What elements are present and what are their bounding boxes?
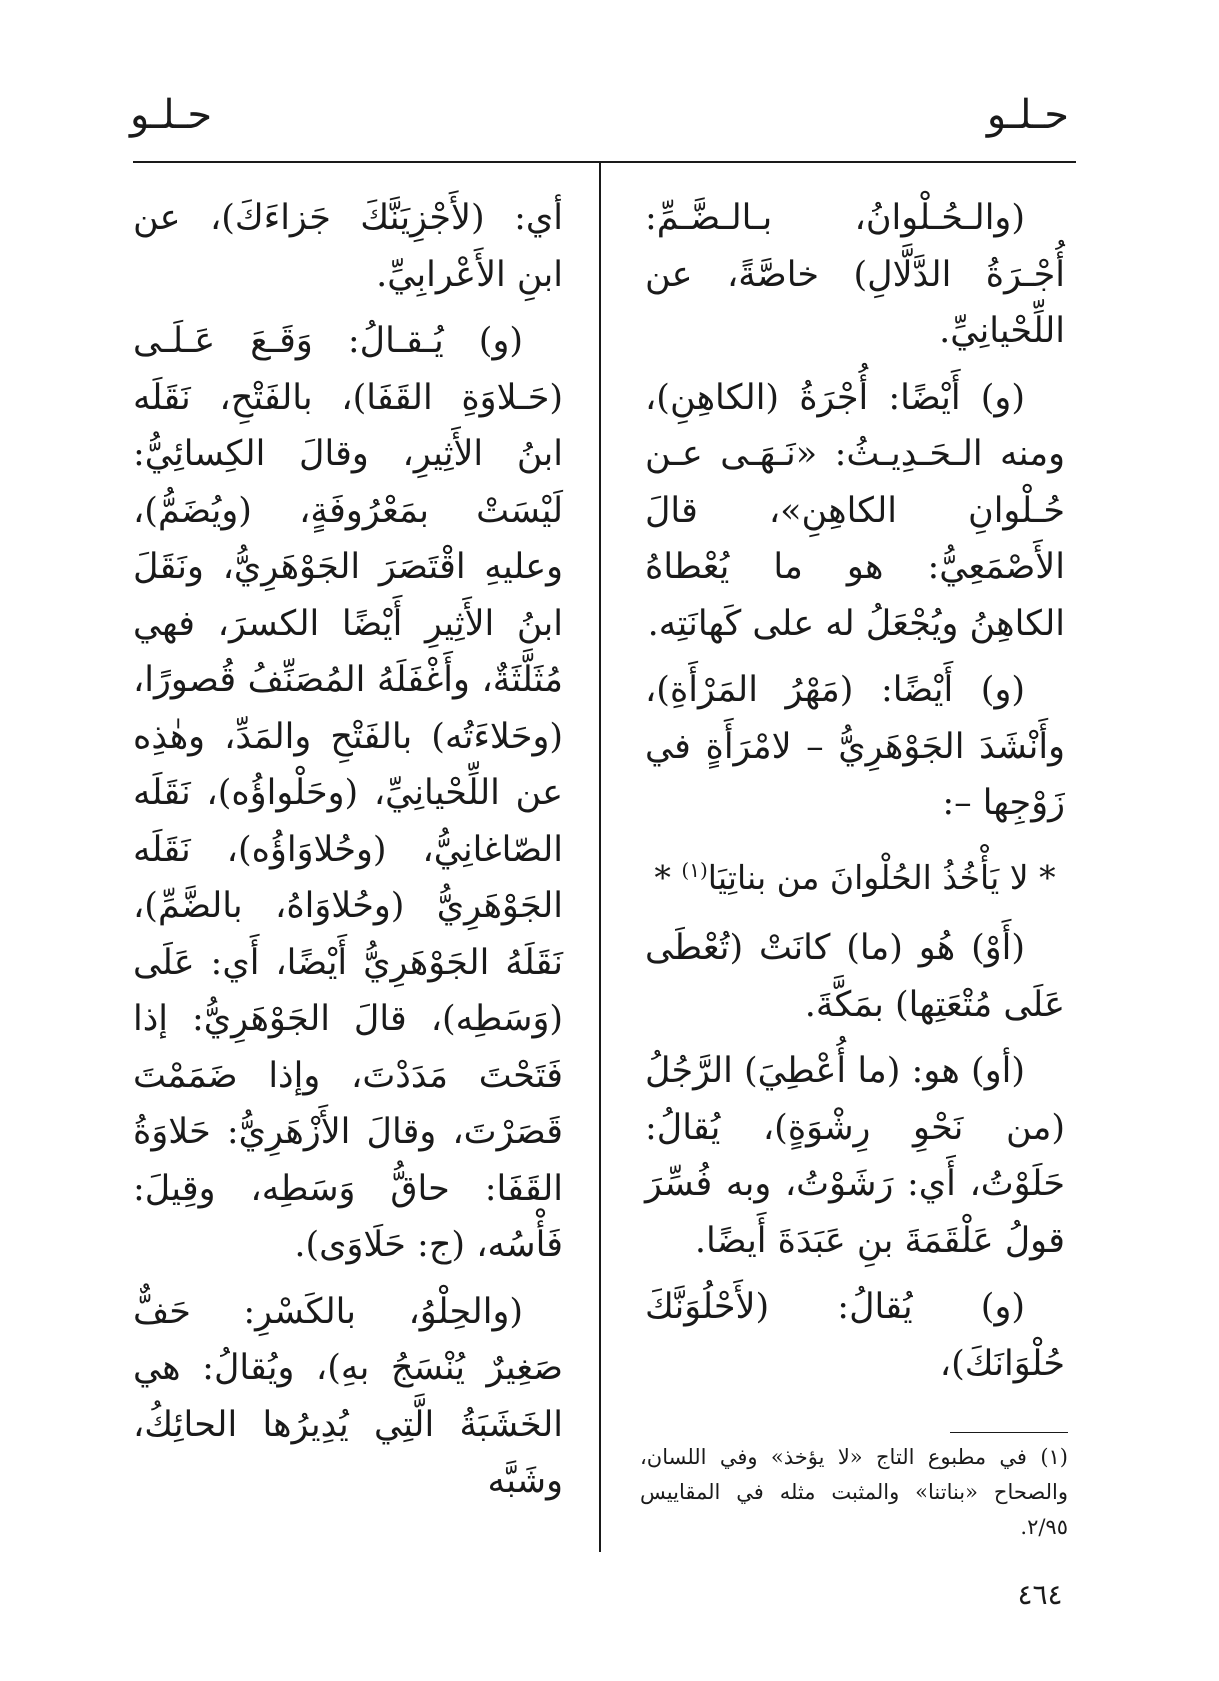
left-column [133,190,563,1520]
running-header-left: حـلـو [130,92,213,138]
verse-line [645,842,1065,907]
verse-star: * [654,857,671,897]
verse-star: * [1039,857,1056,897]
footnote-rule [950,1432,1068,1433]
entry-paragraph: (و) يُـقـالُ: وَقَـعَ عَـلَـى (حَـلاوَةِ القَفَا)، بالفَتْحِ، نَقَلَه ابنُ الأَثِيرِ، وقالَ الكِسائِيُّ: لَيْسَتْ بمَعْرُوفَةٍ، (ويُضَمُّ)، وعليهِ اقْتَصَرَ الجَوْهَرِيُّ، ونَقَلَ ابنُ الأَثِيرِ أَيْضًا الكسرَ، فهي مُثَلَّثَةٌ، وأَغْفَلَهُ المُصَنِّفُ قُصورًا، (وحَلاءَتُه) بالفَتْحِ والمَدِّ، وهٰذِه عن اللِّحْيانِيِّ، (وحَلْواؤُه)، نَقَلَه الصّاغانِيُّ، (وحُلاوَاؤُه)، نَقَلَه الجَوْهَرِيُّ (وحُلاوَاهُ، بالضَّمِّ)، نَقَلَهُ الجَوْهَرِيُّ أَيْضًا، أَي: عَلَى (وَسَطِه)، قالَ الجَوْهَرِيُّ: إذا فَتَحْتَ مَدَدْتَ، وإذا ضَمَمْتَ قَصَرْتَ، وقالَ الأَزْهَرِيُّ: حَلاوَةُ القَفَا: حاقُّ وَسَطِه، وقِيلَ: فَأْسُه، (ج: حَلَاوَى). [133,321,563,1265]
entry-paragraph: (و) يُقالُ: (لأَحْلُوَنَّكَ حُلْوَانَكَ)، [645,1287,1065,1384]
entry-paragraph: (والحِلْوُ، بالكَسْرِ: حَفٌّ صَغِيرٌ يُنْسَجُ بهِ)، ويُقالُ: هي الخَشَبَةُ الَّتِي يُدِيرُها الحائِكُ، وشَبَّه [133,1291,563,1501]
entry-paragraph: (أو) هو: (ما أُعْطِيَ) الرَّجُلُ (من نَحْوِ رِشْوَةٍ)، يُقالُ: حَلَوْتُ، أَي: رَشَوْتُ، وبه فُسِّرَ قولُ عَلْقَمَةَ بنِ عَبَدَةَ أَيضًا. [645,1051,1065,1261]
footnote: (١) في مطبوع التاج «لا يؤخذ» وفي اللسان، والصحاح «بناتنا» والمثبت مثله في المقاييس ٢/٩٥. [640,1445,1068,1539]
entry-paragraph: (و) أَيْضًا: (مَهْرُ المَرْأَةِ)، وأَنْشَدَ الجَوْهَرِيُّ – لامْرَأَةٍ في زَوْجِها –: [645,670,1065,823]
footnote-marker: (١) [681,857,708,882]
entry-paragraph: (أَوْ) هُو (ما) كانَتْ (تُعْطَى عَلَى مُتْعَتِها) بمَكَّةَ. [645,928,1065,1025]
page-number: ٤٦٤ [1017,1578,1063,1611]
entry-paragraph: (و) أَيْضًا: أُجْرَةُ (الكاهِنِ)، ومنه الـحَـدِيـثُ: «نَـهَـى عـن حُـلْوانِ الكاهِنِ»، قالَ الأَصْمَعِيُّ: هو ما يُعْطاهُ الكاهِنُ ويُجْعَلُ له على كَهانَتِه. [645,377,1065,644]
verse-text: لا يَأْخُذُ الحُلْوانَ من بناتِيَا [707,857,1029,897]
right-column [645,190,1065,1402]
entry-paragraph: (والـحُـلْوانُ، بـالـضَّـمِّ: أُجْـرَةُ الدَّلَّالِ) خاصَّةً، عن اللِّحْيانِيِّ. [645,198,1065,351]
column-divider [599,161,601,1552]
entry-paragraph: أي: (لأَجْزِيَنَّكَ جَزاءَكَ)، عن ابنِ الأَعْرابِيِّ. [133,198,563,295]
header-rule [133,161,1076,163]
running-header-right: حـلـو [986,92,1069,138]
